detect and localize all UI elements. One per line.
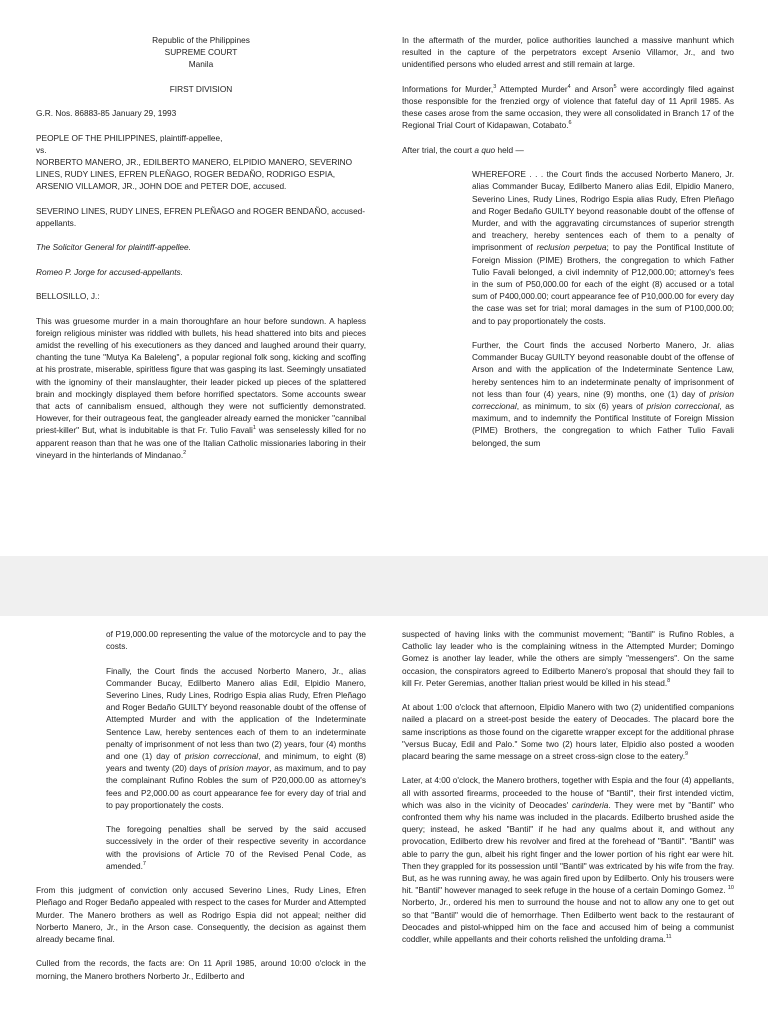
opening-paragraph: This was gruesome murder in a main thoroughfare an hour before sundown. A hapless foreign religious minister was riddled with bullets, his head shattered into bits and pieces amidst the revelling of his executioners as they danced and laughed around their quarry, chanting the tune "Mutya Ka Baleleng", a popular regional folk song, kicking and scoffing at his prostrate, miserable, spiritless figure that was gasping its last. Seemingly unsatiated with the ignominy of their manslaughter, their leader picked up pieces of the splattered brain and mockingly displayed them before horrified spectators. Some accounts swear that acts of cannibalism ensued, although they were not sufficiently demonstrated. However, for their outrageous feat, the gangleader already earned the monicker "cannibal priest-killer" But, what is indubitable is that Fr. Tulio Favali$^1$ was senselessly killed for no apparent reason than that he was one of the Italian Catholic missionaries laboring in their vineyard in the hinterlands of Mindanao.$^2$ (36, 315, 366, 460)
right-column-page-1 (402, 34, 734, 461)
informations-paragraph: Informations for Murder,$^3$ Attempted Murder$^4$ and Arson$^5$ were accordingly filed against those responsible for the frenzied orgy of violence that fateful day of 11 April 1985. As these cases arose from the same occasion, they were all consolidated in Branch 17 of the Regional Trial Court of Kidapawan, Cotabato.$^6$ (402, 83, 734, 131)
wherefore-paragraph: WHEREFORE . . . the Court finds the accused Norberto Manero, Jr. alias Commander Bucay, Edilberto Manero alias Edil, Elpidio Manero, Severino Lines, Rudy Lines, Rodrigo Espia alias Rudy, Efren Pleñago and Roger Bedaño GUILTY beyond reasonable doubt of the offense of Murder, and with the aggravating circumstances of superior strength and treachery, hereby sentences each of them to a penalty of imprisonment of reclusion perpetua; to pay the Pontifical Institute of Foreign Mission (PIME) Brothers, the congregation to which Father Tulio Favali belonged, a civil indemnity of P12,000.00; attorney's fees in the sum of P50,000.00 for each of the eight (8) accused or a total sum of P400,000.00; court appearance fee of P10,000.00 for every day the case was set for trial; moral damages in the sum of P100,000.00; and to pay proportionately the costs. (472, 169, 735, 326)
left-column-page-1 (36, 34, 366, 473)
header-city: Manila (188, 59, 214, 70)
shooting-paragraph: Later, at 4:00 o'clock, the Manero brothers, together with Espia and the four (4) appellants, all with assorted firearms, proceeded to the house of "Bantil", their first intended victim, which was also in the vicinity of Deocades' carinderia. They were met by "Bantil" who confronted them why his name was included in the placards. Edilberto brushed aside the query; instead, he asked "Bantil" if he had any qualms about it, and without any provocation, Edilberto drew his revolver and fired at the forehead of "Bantil". "Bantil" was able to parry the gun, albeit his right finger and the lower portion of his right ear were hit. Then they grappled for its possession until "Bantil" was extricated by his wife from the fray. But, as he was running away, he was again fired upon by Edilberto. Only his trousers were hit. "Bantil" however managed to seek refuge in the house of a certain Domingo Gomez. $^{10}$ Norberto, Jr., ordered his men to surround the house and not to allow any one to get out so that "Bantil" would die of hemorrhage. Then Edilberto went back to the restaurant of Deocades and pistol-whipped him on the face and accused him of being a communist coddler, while appellants and their cohorts relished the unfolding drama.$^{11}$ (402, 775, 734, 945)
arson-paragraph: Further, the Court finds the accused Norberto Manero, Jr. alias Commander Bucay GUILTY beyond reasonable doubt of the offense of Arson and with the application of the Indeterminate Sentence Law, hereby sentences him to an indeterminate penalty of imprisonment of not less than four (4) years, nine (9) months, one (1) day of prision correccional, as minimum, to six (6) years of prision correccional, as maximum, and to indemnify the Pontifical Institute of Foreign Mission (PIME) Brothers, the congregation to which Father Tulio Favali belonged, the sum (472, 340, 735, 448)
facts-paragraph: Culled from the records, the facts are: On 11 April 1985, around 10:00 o'clock in the morning, the Manero brothers Norberto Jr., Edilberto and (36, 958, 366, 981)
manhunt-paragraph: In the aftermath of the murder, police authorities launched a massive manhunt which resulted in the capture of the perpetrators except Arsenio Villamor, Jr., and two unidentified persons who eluded arrest and still remain at large. (402, 35, 734, 70)
versus: vs. (36, 144, 47, 155)
case-number: G.R. Nos. 86883-85 January 29, 1993 (36, 108, 177, 119)
placard-paragraph: At about 1:00 o'clock that afternoon, Elpidio Manero with two (2) unidentified companions nailed a placard on a street-post beside the eatery of Deocades. The placard bore the same inscriptions as those found on the cigarette wrapper except for the additional phrase "versus Bucay, Edil and Palo." Some two (2) hours later, Elpidio also posted a wooden placard bearing the same message on a street cross-sign close to the eatery.$^9$ (402, 702, 734, 762)
penalties-paragraph: The foregoing penalties shall be served by the said accused successively in the order of their respective severity in accordance with the provisions of Article 70 of the Revised Penal Code, as amended.$^7$ (106, 824, 366, 871)
division-title: FIRST DIVISION (169, 83, 233, 94)
decision-quote-page-1 (472, 168, 734, 449)
document-page-2 (0, 616, 768, 1024)
right-column-page-2 (402, 628, 734, 957)
motorcycle-paragraph: of P19,000.00 representing the value of the motorcycle and to pay the costs. (106, 629, 366, 652)
attempted-murder-paragraph: Finally, the Court finds the accused Norberto Manero, Jr., alias Commander Bucay, Edilberto Manero alias Edil, Elpidio Manero, Severino Lines, Rudy Lines, Rodrigo Espia alias Rudy, Efren Pleñago and Roger Bedaño GUILTY beyond reasonable doubt of the offense of Attempted Murder and with the application of the Indeterminate Sentence Law, hereby sentences each of them to an indeterminate penalty of imprisonment of not less than two (2) years, four (4) months and one (1) day of prision correccional, and minimum, to eight (8) years and twenty (20) days of prision mayor, as maximum, and to pay the complainant Rufino Robles the sum of P20,000.00 as attorney's fees and P2,000.00 as court appearance fee for every day of trial and to pay proportionately the costs. (106, 665, 366, 810)
parties-accused: NORBERTO MANERO, JR., EDILBERTO MANERO, ELPIDIO MANERO, SEVERINO LINES, RUDY LINES, EFREN PLEÑAGO, ROGER BEDAÑO, RODRIGO ESPIA, ARSENIO VILLAMOR, JR., JOHN DOE and PETER DOE, accused. (36, 156, 353, 192)
decision-quote-page-2 (106, 628, 366, 872)
ponente: BELLOSILLO, J.: (36, 291, 100, 302)
parties-appellee: PEOPLE OF THE PHILIPPINES, plaintiff-appellee, (36, 132, 223, 143)
header-republic: Republic of the Philippines (152, 35, 250, 45)
parties-appellants: SEVERINO LINES, RUDY LINES, EFREN PLEÑAGO and ROGER BENDAÑO, accused-appellants. (36, 205, 366, 228)
left-column-page-2 (36, 628, 366, 994)
appeal-paragraph: From this judgment of conviction only accused Severino Lines, Rudy Lines, Efren Pleñago and Roger Bedaño appealed with respect to the cases for Murder and Attempted Murder. The Manero brothers as well as Rodrigo Espia did not appeal; neither did Norberto Manero, Jr., in the Arson case. Consequently, the decision as against them already became final. (36, 885, 366, 945)
counsel-appellee: The Solicitor General for plaintiff-appellee. (36, 242, 191, 253)
header-court: SUPREME COURT (164, 47, 238, 58)
after-trial-line: After trial, the court a quo held — (402, 144, 524, 155)
bantil-paragraph: suspected of having links with the communist movement; "Bantil" is Rufino Robles, a Catholic lay leader who is the complaining witness in the Attempted Murder; Domingo Gomez is another lay leader, while the others are simply "messengers". On the same occasion, the conspirators agreed to Edilberto Manero's proposal that should they fail to kill Fr. Peter Geremias, another Italian priest would be killed in his stead.$^8$ (402, 629, 734, 688)
counsel-appellants: Romeo P. Jorge for accused-appellants. (36, 266, 183, 277)
page-gap (0, 556, 768, 616)
